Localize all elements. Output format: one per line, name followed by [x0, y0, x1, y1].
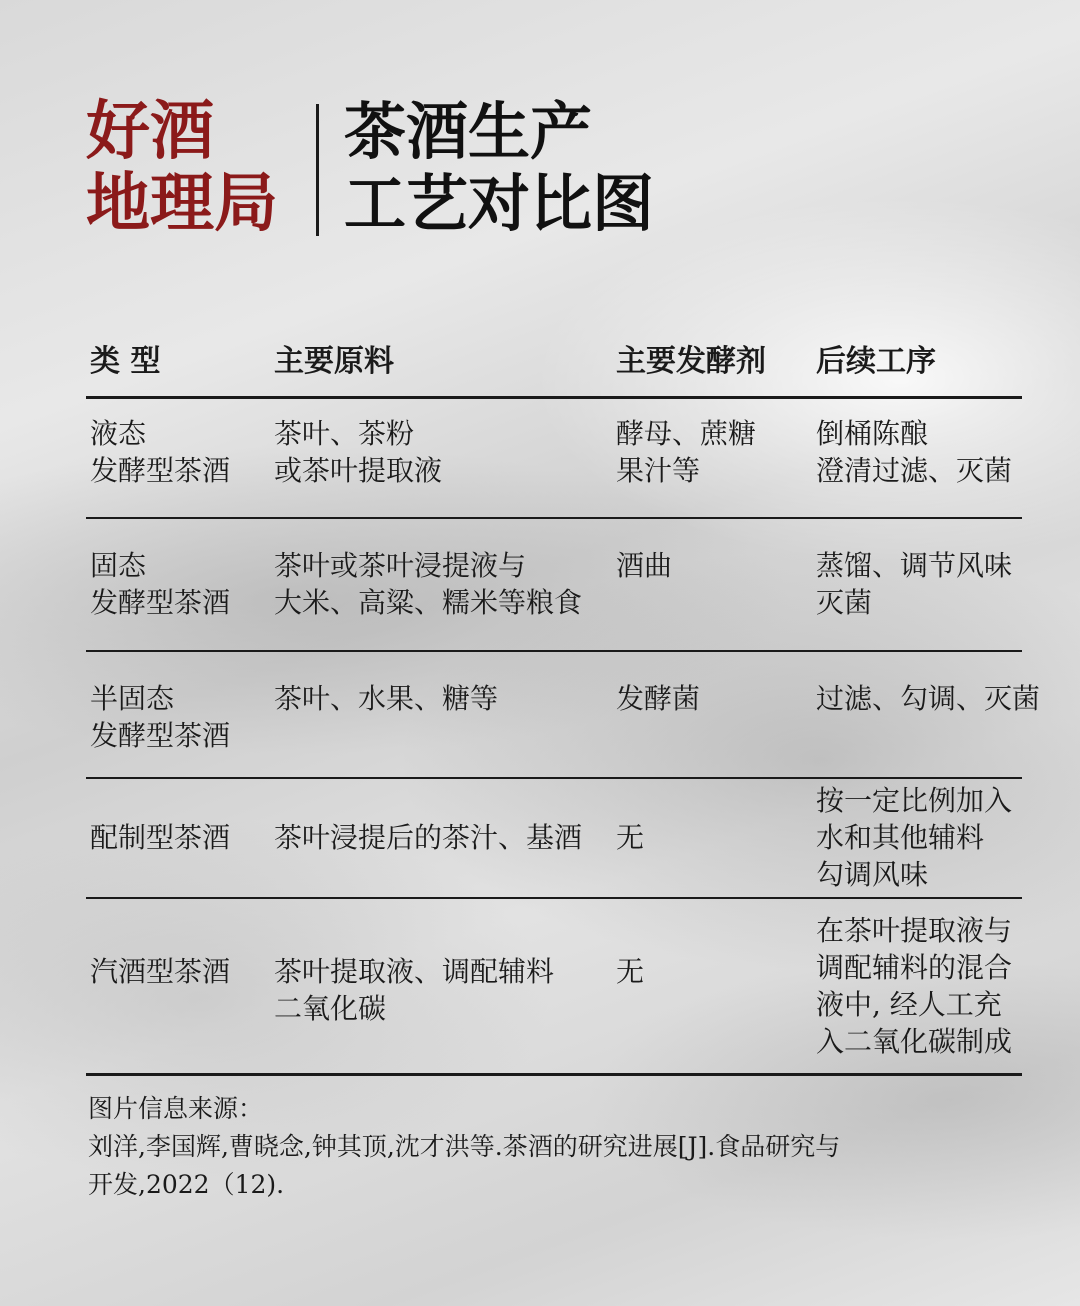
cell-line: 液态 [90, 417, 147, 450]
title-line-2: 工艺对比图 [344, 167, 655, 240]
cell-materials [274, 680, 498, 717]
cell-line: 酵母、蔗糖 [616, 417, 757, 450]
cell-line: 无 [616, 821, 645, 854]
title-divider [316, 104, 319, 236]
cell-line: 茶叶、水果、糖等 [274, 682, 499, 715]
cell-type [90, 819, 230, 856]
cell-materials [274, 547, 582, 621]
cell-line: 按一定比例加入 [816, 784, 1013, 817]
cell-line: 在茶叶提取液与 [816, 914, 1013, 947]
table-header [86, 320, 1022, 399]
cell-line: 汽酒型茶酒 [90, 955, 231, 988]
source-citation-line-2: 开发,2022（12). [88, 1170, 285, 1199]
cell-ferment [616, 680, 700, 717]
cell-line: 澄清过滤、灭菌 [816, 454, 1013, 487]
header-process: 后续工序 [816, 344, 936, 379]
cell-line: 半固态 [90, 682, 175, 715]
table-row [86, 652, 1041, 779]
brand-line-1: 好酒 [86, 94, 214, 169]
cell-line: 固态 [90, 549, 147, 582]
cell-line: 茶叶、茶粉 [274, 417, 415, 450]
cell-process [816, 547, 1012, 621]
cell-line: 灭菌 [816, 586, 873, 619]
comparison-table [86, 320, 1041, 1076]
cell-line: 水和其他辅料 [816, 821, 985, 854]
header-materials: 主要原料 [274, 344, 394, 379]
cell-line: 蒸馏、调节风味 [816, 549, 1013, 582]
page-title [344, 96, 654, 240]
cell-materials [274, 953, 554, 1027]
table-row [86, 899, 1022, 1076]
cell-line: 茶叶或茶叶浸提液与 [274, 549, 527, 582]
brand-line-2: 地理局 [86, 166, 278, 241]
cell-line: 茶叶浸提后的茶汁、基酒 [274, 821, 583, 854]
cell-line: 入二氧化碳制成 [816, 1025, 1013, 1058]
cell-line: 大米、高粱、糯米等粮食 [274, 586, 583, 619]
cell-line: 过滤、勾调、灭菌 [816, 682, 1041, 715]
table-row [86, 519, 1022, 652]
source-label: 图片信息来源： [88, 1094, 264, 1123]
cell-process [816, 782, 1012, 893]
cell-type [90, 415, 230, 489]
cell-type [90, 680, 230, 754]
cell-materials [274, 819, 582, 856]
cell-process [816, 415, 1012, 489]
cell-line: 无 [616, 955, 645, 988]
cell-line: 配制型茶酒 [90, 821, 231, 854]
cell-line: 果汁等 [616, 454, 701, 487]
cell-type [90, 547, 230, 621]
header-ferment: 主要发酵剂 [616, 344, 766, 379]
source-citation-line-1: 刘洋,李国辉,曹晓念,钟其顶,沈才洪等.茶酒的研究进展[J].食品研究与 [88, 1132, 841, 1161]
cell-line: 发酵型茶酒 [90, 586, 231, 619]
cell-line: 倒桶陈酿 [816, 417, 929, 450]
cell-ferment [616, 953, 644, 990]
table-row [86, 779, 1022, 899]
cell-line: 二氧化碳 [274, 992, 387, 1025]
cell-line: 酒曲 [616, 549, 673, 582]
cell-line: 或茶叶提取液 [274, 454, 443, 487]
cell-line: 调配辅料的混合 [816, 951, 1013, 984]
cell-type [90, 953, 230, 990]
cell-line: 茶叶提取液、调配辅料 [274, 955, 555, 988]
table-row [86, 399, 1022, 519]
cell-ferment [616, 819, 644, 856]
cell-line: 液中, 经人工充 [816, 988, 1002, 1021]
title-line-1: 茶酒生产 [344, 95, 593, 168]
cell-ferment [616, 415, 756, 489]
cell-line: 勾调风味 [816, 858, 929, 891]
cell-process [816, 680, 1040, 717]
cell-line: 发酵型茶酒 [90, 719, 231, 752]
cell-line: 发酵菌 [616, 682, 701, 715]
source-note [88, 1090, 840, 1204]
cell-process [816, 912, 1012, 1060]
cell-line: 发酵型茶酒 [90, 454, 231, 487]
cell-materials [274, 415, 442, 489]
cell-ferment [616, 547, 672, 584]
brand-logo-text [86, 96, 278, 240]
header-type: 类 型 [90, 344, 161, 379]
